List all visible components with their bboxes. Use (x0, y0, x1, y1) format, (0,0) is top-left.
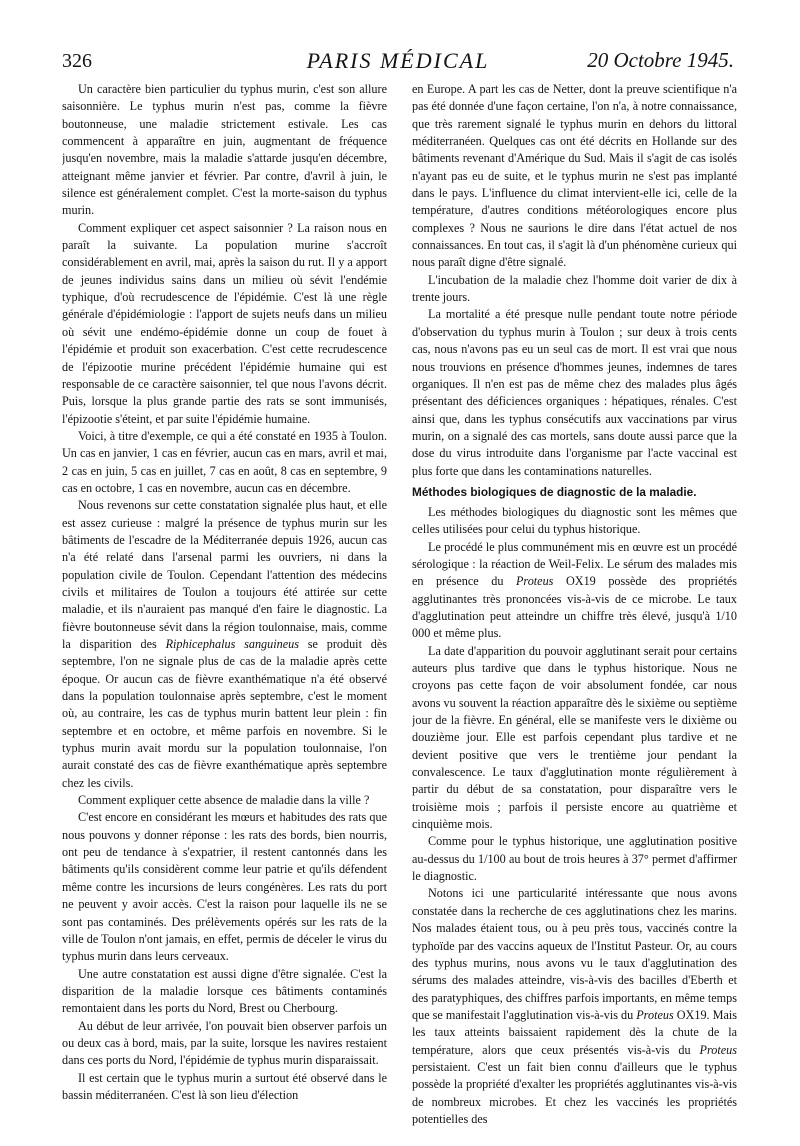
text-run: se produit dès septembre, l'on ne signale plus de cas de la maladie après cette époque. Or aucun cas de fièvre exanthématique n'a été observé dans la population toulonnaise après septembre, c'est le moment où, au contraire, les cas de typhus murin battent leur plein : fin septembre et en octobre, et même parfois en novembre. Si le typhus murin avait mordu sur la population toulonnaise, l'on aurait constaté des cas de fièvre exanthématique après septembre chez les civils. (62, 637, 387, 790)
paragraph: L'incubation de la maladie chez l'homme doit varier de dix à trente jours. (412, 272, 737, 305)
paragraph: La date d'apparition du pouvoir agglutinant serait pour certains auteurs plus tardive que dans le typhus historique. Nous ne croyons pas cette façon de voir absolument fondée, car nous avons vu souvent la réaction apparaître dès le sixième ou septième jour de la fièvre. En général, elle se manifeste vers le dixième ou douzième jour. Elle est parfois cependant plus tardive et ne devient positive que vers le trentième jour pendant la convalescence. Le taux d'agglutination monte régulièrement à partir du début de sa constatation, pour disparaître vers le troisième mois ; parfois il persiste encore au quatrième et cinquième mois. (412, 643, 737, 832)
paragraph (412, 539, 737, 643)
text-run: Le procédé le plus communément mis en œuvre est un procédé sérologique : la réaction de Weil-Felix. Le sérum des malades mis en présence du (412, 539, 737, 589)
text-run: Notons ici une particularité intéressante que nous avons constatée dans la recherche de ces agglutinations chez les marins. Nos malades étaient tous, ou à peu près tous, vaccinés contre la typhoïde par des vaccins aqueux de l'Institut Pasteur. Or, au cours des typhus murins, nous avons vu le taux d'agglutination des sérums des malades atteindre, vis-à-vis des bacilles d'Eberth et des paratyphiques, des chiffres parfois importants, en même temps que se manifestait l'agglutination vis-à-vis du (412, 886, 737, 1022)
left-column (62, 81, 387, 1126)
genus-name: Proteus (699, 1042, 737, 1057)
text-run: OX19 possède des propriétés agglutinantes très prononcées vis-à-vis de ce microbe. Le taux d'agglutination peut atteindre un chiffre très élevé, jusqu'à 1/10 000 et même plus. (412, 574, 737, 641)
paragraph: C'est encore en considérant les mœurs et habitudes des rats que nous pouvons y donner réponse : les rats des bords, bien nourris, ont peu de tendance à s'expatrier, il restent cantonnés dans les bâtiments qu'ils considèrent comme leur patrie et qu'ils défendent même contre les incursions de leurs congénères. Les rats du port ne peuvent y avoir accès. C'est la raison pour laquelle ils ne se sont pas contaminés. Des prélèvements opérés sur les rats de la ville de Toulon n'ont jamais, en effet, permis de déceler le virus du typhus murin dans leurs cerveaux. (62, 810, 387, 964)
paragraph: Il est certain que le typhus murin a surtout été observé dans le bassin méditerranéen. C'est là son lieu d'élection (62, 1070, 387, 1102)
paragraph: Les méthodes biologiques du diagnostic sont les mêmes que celles utilisées pour celui du typhus historique. (412, 504, 737, 537)
paragraph: Comment expliquer cet aspect saisonnier ? La raison nous en paraît la suivante. La population murine s'accroît considérablement en avril, mai, après la saison du rut. Il y a apport de jeunes individus sains dans un milieu où sévit l'endémie typhique, d'où recrudescence de l'épidémie. C'est là une règle générale d'épidémiologie : l'apport de sujets neufs dans un milieu où sévit une endémo-épidémie donne un coup de fouet à l'épidémie et produit son exacerbation. C'est cette recrudescence de l'épizootie murine précédent l'épidémie humaine qui est responsable de ce caractère saisonnier, tel que nous l'avons décrit. Puis, lorsque la plus grande partie des rats se sont immunisés, l'épizootie s'éteint, et par suite l'épidémie humaine. (62, 220, 387, 426)
page-number: 326 (62, 50, 92, 72)
paragraph: Une autre constatation est aussi digne d'être signalée. C'est la disparition de la maladie lorsque ces bâtiments contaminés remontaient dans les ports du Nord, Brest ou Cherbourg. (62, 966, 387, 1016)
species-name: Riphicephalus sanguineus (165, 637, 299, 651)
page-header (62, 48, 734, 76)
paragraph: Un caractère bien particulier du typhus murin, c'est son allure saisonnière. Le typhus murin n'est pas, comme la fièvre boutonneuse, une maladie strictement estivale. Les cas commencent à apparaître en juin, augmentant de fréquence jusqu'en novembre, mais la maladie s'attarde jusqu'en décembre, atteignant même janvier et février. Par contre, d'avril à juin, le silence est généralement complet. C'est la morte-saison du typhus murin. (62, 82, 387, 218)
journal-title: PARIS MÉDICAL (306, 48, 490, 73)
issue-date: 20 Octobre 1945. (587, 48, 734, 72)
text-run: OX19. Mais les taux atteints baissaient rapidement dès la chute de la température, alors que ceux présentés vis-à-vis du (412, 1007, 737, 1057)
paragraph: Comment expliquer cette absence de maladie dans la ville ? (78, 793, 370, 808)
text-run: Nous revenons sur cette constatation signalée plus haut, et elle est assez curieuse : malgré la présence de typhus murin sur les bâtiments de l'escadre de la Méditerranée depuis 1926, aucun cas n'a été relaté dans l'arsenal parmi les ouvriers, ni dans la population civile de Toulon. Cependant l'attention des médecins civils et militaires de Toulon a toujours été attirée sur cette maladie, et ils n'auraient pas manqué d'en faire le diagnostic. La fièvre boutonneuse sévit dans la région toulonnaise, mais, comme la disparition des (62, 498, 387, 651)
genus-name: Proteus (636, 1007, 674, 1022)
genus-name: Proteus (515, 574, 554, 589)
paragraph (412, 885, 737, 1126)
paragraph: La mortalité a été presque nulle pendant toute notre période d'observation du typhus murin à Toulon ; sur deux à trois cents cas, nous n'avons pas eu un seul cas de mort. Il est vrai que nous nous trouvions en présence d'hommes jeunes, indemnes de tares organiques. Il n'en est pas de même chez des malades plus âgés présentant des déficiences organiques : hépatiques, rénales. C'est ainsi que, dans les typhus consécutifs aux vaccinations par virus murin, on a signalé des cas mortels, sans doute aussi parce que la dose du virus introduite dans l'organisme par l'acte vaccinal est plus forte que dans les contaminations naturelles. (412, 307, 737, 478)
paragraph (62, 497, 387, 792)
paragraph: en Europe. A part les cas de Netter, dont la preuve scientifique n'a pas été donnée d'une façon certaine, l'on n'a, à notre connaissance, que très rarement signalé le typhus murin en dehors du littoral méditerranéen. Quelques cas ont été décrits en Hollande sur des bâtiments revenant d'Amérique du Sud. Mais il s'agit de cas isolés n'ayant pas eu de suite, et le typhus murin ne s'est pas implanté dans le pays. L'influence du climat intervient-elle ici, celle de la température, d'autres conditions météorologiques encore plus complexes ? Nous ne saurions le dire dans l'état actuel de nos connaissances. En tout cas, il s'agit là d'un phénomène curieux qui nous paraît digne d'être signalé. (412, 82, 737, 270)
paragraph: Voici, à titre d'exemple, ce qui a été constaté en 1935 à Toulon. Un cas en janvier, 1 cas en février, aucun cas en mars, avril et mai, 2 cas en juin, 5 cas en juillet, 7 cas en août, 8 cas en septembre, 9 cas en octobre, 1 cas en novembre, aucun cas en décembre. (62, 428, 387, 495)
paragraph: Au début de leur arrivée, l'on pouvait bien observer parfois un ou deux cas à bord, mais, par la suite, lorsque les navires restaient dans ces ports du Nord, l'épidémie de typhus murin disparaissait. (62, 1018, 387, 1068)
text-run: persistaient. C'est un fait bien connu d'ailleurs que le typhus possède la propriété d'exalter les propriétés agglutinantes vis-à-vis de nombreux microbes. Et chez les vaccinés les propriétés potentielles des (412, 1059, 737, 1126)
right-column (412, 81, 737, 1126)
section-heading: Méthodes biologiques de diagnostic de la maladie. (412, 484, 697, 499)
paragraph: Comme pour le typhus historique, une agglutination positive au-dessus du 1/100 au bout de trois heures à 37° permet d'affirmer le diagnostic. (412, 834, 737, 884)
